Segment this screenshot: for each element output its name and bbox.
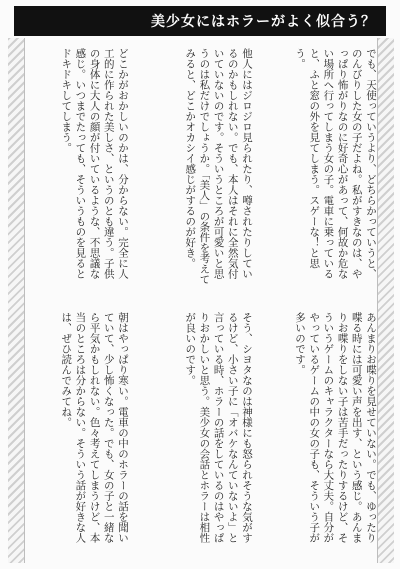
text-column: どこかがおかしいのかは、分からない。完全に人工的に作られた美しさ、というのとも違う。子供の身体に大人の顔が付いているような、不思議な感じ。いつまでたっても、そういうものを見るとドキドキしてしまう。 — [60, 48, 129, 279]
title-banner — [14, 6, 386, 36]
page-title: 美少女にはホラーがよく似合う？ — [151, 14, 376, 30]
text-column: 他人にはジロジロ見られたり、噂されたりしているのかもしれない。でも、本人はそれに全然気付いていないのです。そういうところが可愛いと思うのは私だけでしょうか。「美人」の条件を考えてみると、どこかオカシイ感じがするのが好き。 — [184, 48, 253, 285]
text-column: 朝はやっぱり寒い。電車の中のホラーの話を聞いていて、少し怖くなった。でも、女の子と一緒なら平気かもしれない。色々考えてしまうけど、本当のところは分からない。そういう話が好きな人は、ぜひ読んでみてね。 — [60, 312, 129, 543]
right-decorative-border — [378, 38, 394, 563]
text-column: あんまりお喋りを見せていない。でも、ゆったり喋る時には可愛い声を出す、という感じ。あんまりお喋りをしない子は苦手だったりするけど、そういうゲームのキャラクターなら大丈夫。自分がやっているゲームの中の女の子も、そういう子が多いのです。 — [293, 312, 377, 543]
text-column: でも、天使っていうより、どちらかっていうと、のんびりした女の子だよね。私がすきなのは、やっぱり怖がりなのに好奇心があって、何故か危ない場所へ行ってしまう女の子。電車に乗っていると、ふと窓の外を見てしまう。スゲーな！と思う。 — [293, 48, 377, 279]
left-decorative-border — [8, 38, 24, 563]
text-column: そう、シヨタなのは神様にも怒られそうな気がするけど、小さい子に「オバケなんていないよ」と言っている時、ホラーの話をしているのはやっぱりおかしいと思う。美少女の会話とホラーは相性が良いのです。 — [184, 312, 253, 543]
